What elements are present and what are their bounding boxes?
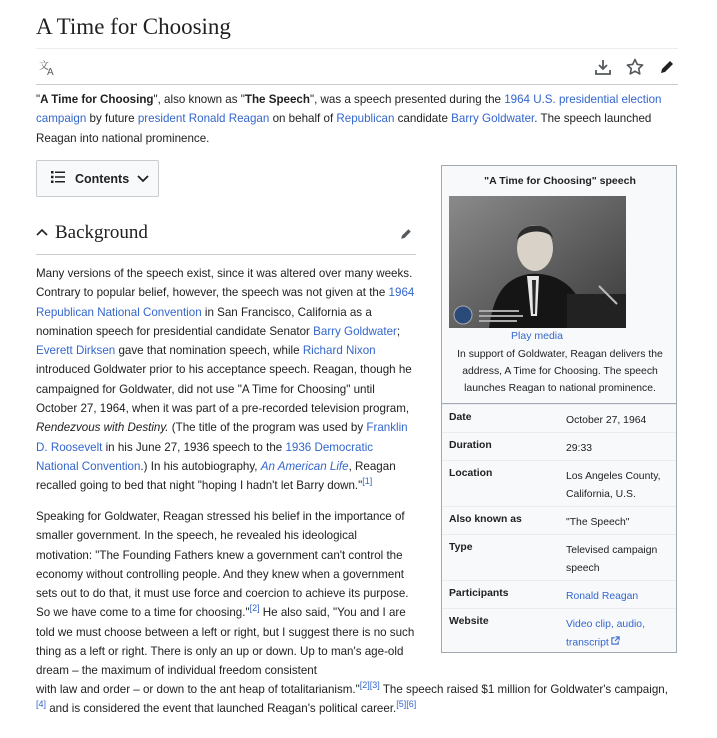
text: He also said, "You and I are told we must choose between a left or right, but I suggest there is no such thing as a left or right. There is only an up or down. Up to man's age-old dream – the maximum of individual freedom consistent	[36, 606, 415, 678]
row-value: October 27, 1964	[566, 415, 647, 426]
text: in San Francisco, California as a nomination speech for presidential candidate Senator	[36, 305, 372, 338]
link-everett-dirksen[interactable]: Everett Dirksen	[36, 344, 116, 358]
row-value: Los Angeles County, California, U.S.	[566, 471, 661, 500]
row-label: Website	[449, 616, 489, 627]
infobox-row-type	[442, 534, 676, 581]
citation-link[interactable]: [5]	[396, 699, 407, 710]
section-heading-background[interactable]	[36, 218, 416, 255]
bold-title: A Time for Choosing	[40, 93, 154, 106]
row-label: Participants	[449, 588, 509, 599]
infobox-row-location	[442, 460, 676, 507]
text: introduced Goldwater prior to his acceptance speech. Reagan, though he campaigned for Goldwater, did not use "A Time for Choosing" until October 27, 1964, when it was part of a pre-recorded television program,	[36, 363, 412, 416]
citation-link[interactable]: [4]	[36, 699, 47, 710]
link-1964-rnc[interactable]: 1964 Republican National Convention	[36, 286, 415, 319]
infobox-row-duration	[442, 432, 676, 461]
infobox-row-date	[442, 404, 676, 433]
text: . The speech launched Reagan into national prominence.	[36, 112, 652, 145]
text: with law and order – or down to the ant heap of totalitarianism."	[36, 683, 360, 696]
infobox	[441, 165, 677, 653]
infobox-row-website	[442, 608, 676, 653]
text: candidate	[394, 112, 452, 126]
text: Speaking for Goldwater, Reagan stressed his belief in the importance of smaller government. In the speech, he revealed his ideological motivation: "The Founding Fathers knew a government can't control the economy without controlling people. And they knew when a government sets out to do that, it must use force and coercion to achieve its purpose. So we have come to a time for choosing."	[36, 510, 409, 620]
row-label: Duration	[449, 440, 492, 451]
title-divider	[36, 48, 678, 49]
infobox-description: In support of Goldwater, Reagan delivers the address, A Time for Choosing. The speech launches Reagan to national prominence.	[457, 349, 663, 394]
citation-link[interactable]: [2]	[359, 680, 370, 691]
row-value: 29:33	[566, 443, 593, 454]
language-icon[interactable]	[38, 57, 58, 77]
pencil-icon[interactable]	[398, 226, 414, 247]
text: on behalf of	[269, 112, 337, 126]
link-fdr[interactable]: Franklin D. Roosevelt	[36, 421, 408, 454]
link-barry-goldwater[interactable]: Barry Goldwater	[451, 112, 535, 126]
page-title: A Time for Choosing	[36, 14, 231, 39]
website-link[interactable]: Video clip, audio, transcript	[566, 619, 645, 648]
link-an-american-life[interactable]: An American Life	[260, 459, 349, 473]
toolbar-divider	[36, 84, 678, 85]
background-paragraph-1	[36, 264, 416, 496]
row-value: Televised campaign speech	[566, 545, 658, 574]
text: and is considered the event that launched Reagan's political career.	[46, 702, 397, 716]
download-icon[interactable]	[593, 57, 613, 77]
infobox-row-participants	[442, 580, 676, 609]
pencil-icon[interactable]	[657, 57, 677, 77]
speech-video-thumbnail[interactable]	[449, 196, 626, 328]
row-value: "The Speech"	[566, 517, 630, 528]
chevron-up-icon[interactable]	[36, 226, 48, 244]
row-label: Type	[449, 542, 473, 553]
participant-link[interactable]: Ronald Reagan	[566, 591, 639, 602]
citation-link[interactable]: [2]	[249, 603, 260, 614]
star-icon[interactable]	[625, 57, 645, 77]
link-barry-goldwater[interactable]: Barry Goldwater	[313, 324, 397, 338]
bold-alias: The Speech	[244, 93, 310, 106]
text: ;	[396, 324, 401, 338]
text: ", was a speech presented during the	[309, 93, 505, 106]
background-paragraph-2-continued	[36, 680, 676, 719]
external-link-icon	[611, 634, 620, 652]
italic-program-title: Rendezvous with Destiny.	[36, 421, 169, 435]
contents-button[interactable]	[36, 160, 159, 197]
link-1936-dnc[interactable]: 1936 Democratic National Convention	[36, 440, 374, 473]
svg-text:文: 文	[39, 61, 49, 72]
list-icon	[51, 170, 65, 188]
link-richard-nixon[interactable]: Richard Nixon	[302, 344, 376, 358]
text: ", also known as "	[153, 93, 245, 106]
text: The speech raised $1 million for Goldwater's campaign,	[379, 683, 668, 696]
row-label: Location	[449, 468, 493, 479]
text: .) In his autobiography,	[140, 459, 261, 473]
text: gave that nomination speech, while	[115, 344, 303, 358]
row-label: Date	[449, 412, 472, 423]
background-paragraph-2	[36, 507, 416, 681]
citation-link[interactable]: [3]	[369, 680, 380, 691]
section-title: Background	[55, 222, 148, 243]
website-links[interactable]	[566, 616, 672, 652]
contents-label: Contents	[75, 171, 130, 186]
text: Many versions of the speech exist, since it was altered over many weeks. Contrary to popular belief, however, the speech was not given at the	[36, 267, 413, 300]
text: , Reagan recalled going to bed that night "hoping I hadn't let Barry down."	[36, 459, 396, 493]
text: (The title of the program was used by	[168, 421, 367, 435]
citation-link[interactable]: [6]	[406, 699, 417, 710]
svg-text:A: A	[47, 67, 54, 77]
infobox-row-also-known-as	[442, 506, 676, 535]
text: "	[36, 93, 41, 106]
play-media-link[interactable]: Play media	[511, 330, 563, 342]
chevron-down-icon	[137, 170, 149, 188]
row-label: Also known as	[449, 514, 522, 525]
text: in his June 27, 1936 speech to the	[102, 440, 286, 454]
text: by future	[86, 112, 138, 126]
intro-paragraph	[36, 90, 664, 148]
citation-link[interactable]: [1]	[362, 476, 373, 487]
infobox-caption: "A Time for Choosing" speech	[484, 175, 636, 187]
link-republican[interactable]: Republican	[336, 112, 395, 126]
link-1964-election[interactable]: 1964 U.S. presidential election campaign	[36, 93, 662, 126]
link-president-reagan[interactable]: president Ronald Reagan	[137, 112, 270, 126]
